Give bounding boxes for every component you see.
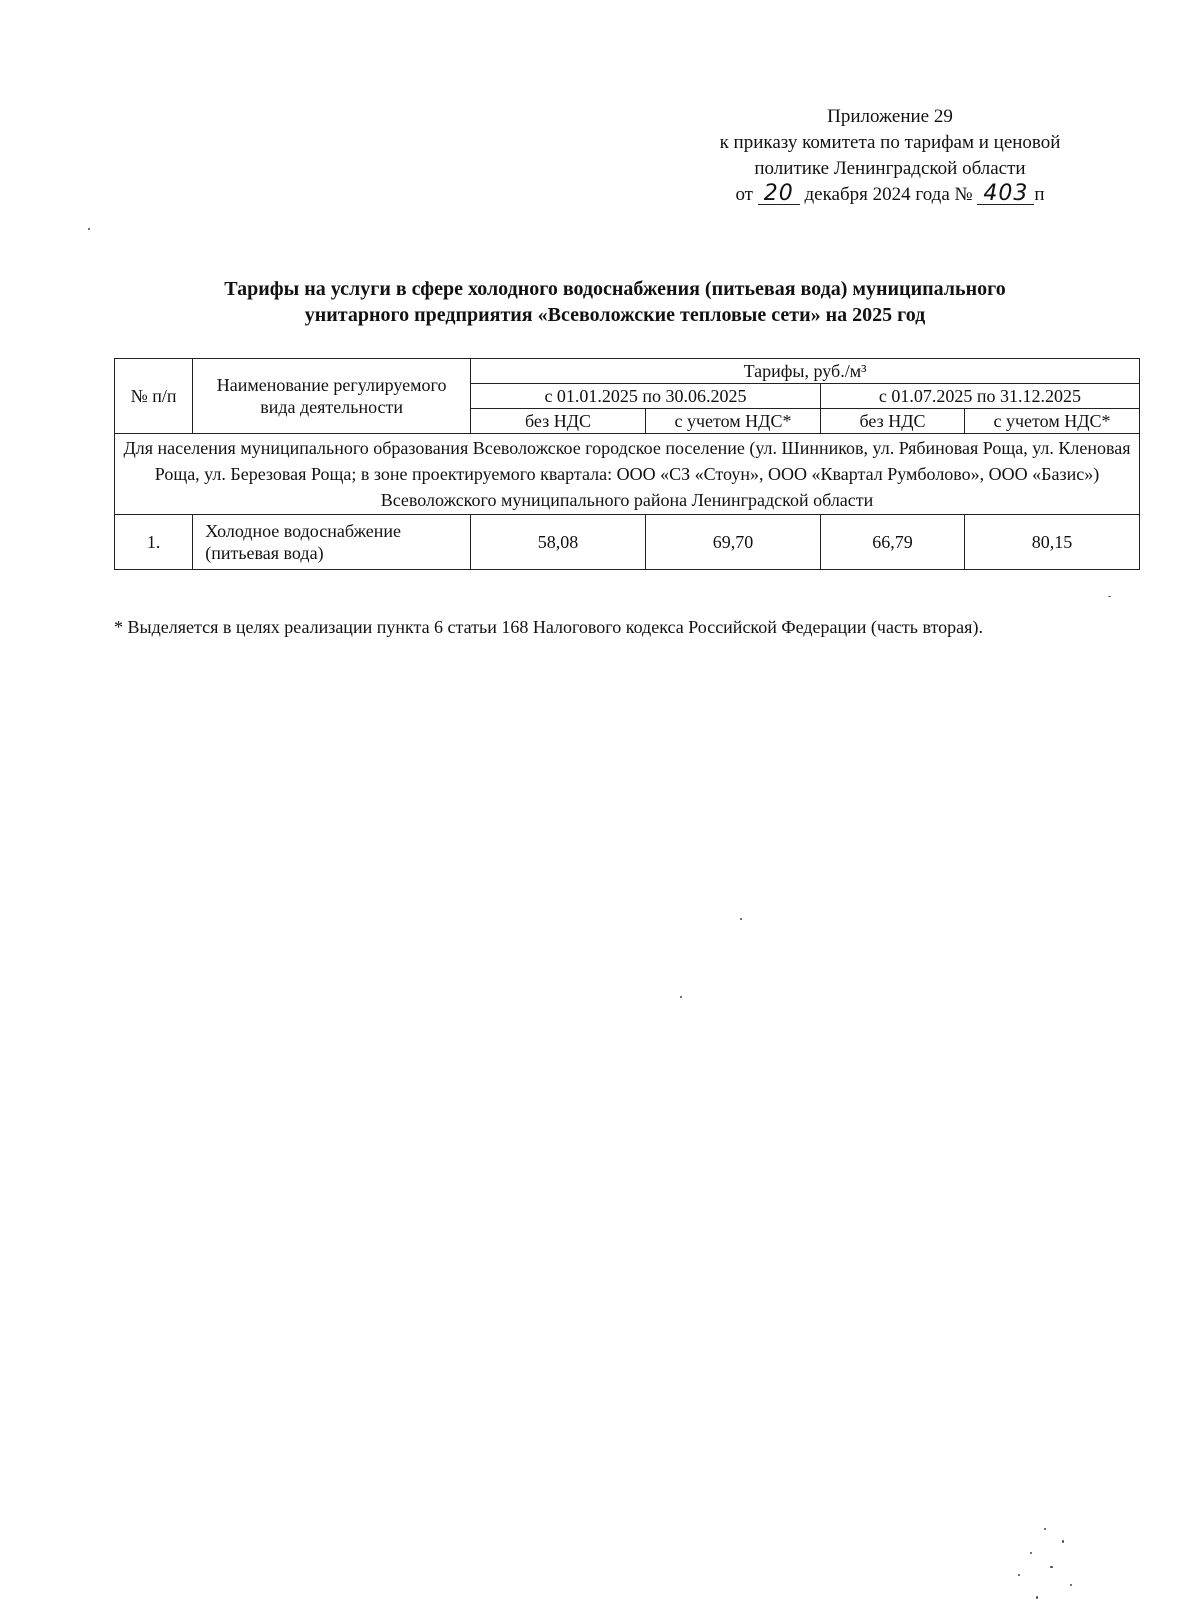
header-name: Наименование регулируемого вида деятельности [193, 359, 471, 434]
tariffs-table [114, 358, 1140, 570]
document-title [110, 276, 1120, 328]
scan-speck [88, 228, 90, 230]
row-num: 1. [115, 515, 193, 570]
header-period-1: с 01.01.2025 по 30.06.2025 [471, 384, 821, 409]
group-row [115, 434, 1140, 515]
header-tariffs: Тарифы, руб./м³ [471, 359, 1140, 384]
row-p1-with-vat: 69,70 [646, 515, 821, 570]
title-line-1: Тарифы на услуги в сфере холодного водоснабжения (питьевая вода) муниципального [224, 278, 1006, 300]
scan-speck [1044, 1528, 1046, 1530]
date-prefix: от [735, 184, 753, 205]
row-activity-name: Холодное водоснабжение (питьевая вода) [193, 515, 471, 570]
scan-speck [740, 918, 742, 920]
scan-speck [1108, 596, 1111, 597]
appendix-order-ref: к приказу комитета по тарифам и ценовой [719, 132, 1061, 153]
row-p2-with-vat: 80,15 [965, 515, 1140, 570]
row-p2-no-vat: 66,79 [820, 515, 964, 570]
scan-speck [1036, 1596, 1038, 1599]
appendix-number: Приложение 29 [827, 106, 953, 127]
header-p2-no-vat: без НДС [820, 409, 964, 434]
header-row-1 [115, 359, 1140, 384]
header-p1-with-vat: с учетом НДС* [646, 409, 821, 434]
date-middle: декабря 2024 года № [804, 184, 973, 205]
scan-speck [1030, 1552, 1032, 1554]
scan-speck [1018, 1574, 1020, 1576]
handwritten-order-number: 403 [977, 184, 1034, 205]
header-p1-no-vat: без НДС [471, 409, 646, 434]
scan-speck [1062, 1540, 1064, 1543]
header-period-2: с 01.07.2025 по 31.12.2025 [820, 384, 1139, 409]
appendix-committee: политике Ленинградской области [754, 158, 1026, 179]
handwritten-day: 20 [758, 184, 800, 205]
appendix-date-line [640, 182, 1140, 208]
table-row [115, 515, 1140, 570]
order-suffix: п [1034, 184, 1045, 205]
header-num: № п/п [115, 359, 193, 434]
header-p2-with-vat: с учетом НДС* [965, 409, 1140, 434]
scan-speck [1050, 1566, 1053, 1568]
scan-speck [1070, 1584, 1072, 1586]
footnote: * Выделяется в целях реализации пункта 6 статьи 168 Налогового кодекса Российской Федерации (часть вторая). [114, 617, 983, 637]
title-line-2: унитарного предприятия «Всеволожские тепловые сети» на 2025 год [304, 304, 926, 326]
consumer-group-description: Для населения муниципального образования Всеволожское городское поселение (ул. Шинников, ул. Рябиновая Роща, ул. Кленовая Роща, ул. Березовая Роща; в зоне проектируемого квартала: ООО «СЗ «Стоун», ООО «Квартал Румболово», ООО «Базис») Всеволожского муниципального района Ленинградской области [115, 434, 1140, 515]
row-p1-no-vat: 58,08 [471, 515, 646, 570]
appendix-header [640, 104, 1140, 208]
scan-speck [680, 996, 682, 998]
